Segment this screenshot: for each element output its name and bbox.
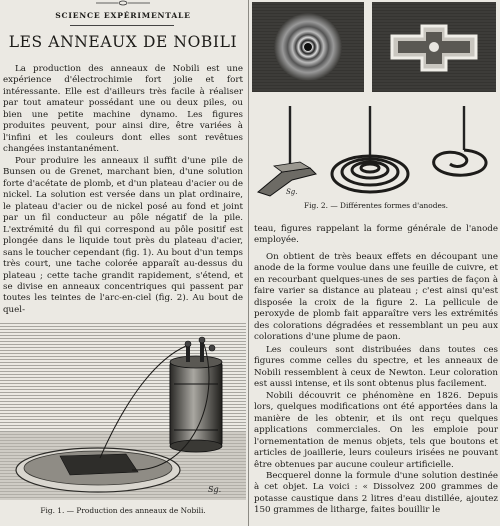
header-ornament	[96, 0, 150, 6]
paragraph-4: On obtient de très beaux effets en découpant une anode de la forme voulue dans une feuille de cuivre, et en recourbant quelques-unes de ses parties de façon à faire varier sa distance au plateau ; c'est ainsi qu'est disposée la croix de la figure 2. La pellicule de peroxyde de plomb fait apparaître vers les extrémités des colorations dégradées et ressemblant un peu aux colorations d'une plume de paon.	[254, 252, 498, 343]
paragraph-1: La production des anneaux de Nobili est une expérience d'électrochimie fort jolie et fort intéressante. Elle est d'ailleurs très facile à réaliser par tout amateur possédant une ou deux piles, ou bien une petite machine dynamo. Les figures produites peuvent, pour ainsi dire, être variées à l'infini et les couleurs dont elles sont revêtues changées instantanément.	[3, 64, 243, 155]
column-divider	[248, 0, 249, 526]
figure-1-caption: Fig. 1. — Production des anneaux de Nobili.	[40, 506, 206, 515]
right-column	[252, 0, 500, 526]
figure-1-engraving	[0, 322, 246, 500]
section-label: SCIENCE EXPÉRIMENTALE	[55, 11, 191, 20]
paragraph-6: Nobili découvrit ce phénomène en 1826. Depuis lors, quelques modifications ont été apportées dans la manière de les obtenir, et ils ont reçu quelques applications commerciales. On les emploie pour l'ornementation de menus objets, tels que boutons et articles de joaillerie, leurs couleurs irisées ne pouvant être obtenues par aucune couleur artificielle.	[254, 391, 498, 470]
paragraph-3: teau, figures rappelant la forme générale de l'anode employée.	[254, 224, 498, 246]
paragraph-2: Pour produire les anneaux il suffit d'une pile de Bunsen ou de Grenet, marchant bien, d'une solution forte d'acétate de plomb, et d'un plateau d'acier ou de nickel. La solution est versée dans un plat ordinaire, le plateau d'acier ou de nickel posé au fond et joint par un fil conducteur au pôle négatif de la pile. L'extrémité du fil qui correspond au pôle positif est plongée dans le liquide tout près du plateau d'acier, sans le toucher cependant (fig. 1). Au bout d'un temps très court, une tache colorée apparaît au-dessus du plateau ; cette tache grandit rapidement, s'étend, et se divise en anneaux concentriques qui passent par toutes les teintes de l'arc-en-ciel (fig. 2). Au bout de quel-	[3, 156, 243, 315]
title-rule	[70, 25, 174, 26]
figure-2-ring-patterns	[252, 0, 500, 100]
figure-2-anode-shapes	[252, 100, 500, 200]
article-title: LES ANNEAUX DE NOBILI	[8, 33, 238, 51]
left-column	[0, 0, 246, 526]
paragraph-7: Becquerel donne la formule d'une solution destinée à cet objet. La voici : « Dissolvez 200 grammes de potasse caustique dans 2 litres d'eau distillée, ajoutez 150 grammes de litharge, faites bouillir le	[254, 471, 498, 516]
figure-2-caption: Fig. 2. — Différentes formes d'anodes.	[304, 201, 448, 210]
svg-text:Sg.: Sg.	[208, 485, 222, 494]
paragraph-5: Les couleurs sont distribuées dans toutes ces figures comme celles du spectre, et les anneaux de Nobili ressemblent à ceux de Newton. Leur coloration est aussi intense, et ils sont obtenus plus facilement.	[254, 345, 498, 390]
svg-text:Sg.: Sg.	[286, 188, 298, 196]
